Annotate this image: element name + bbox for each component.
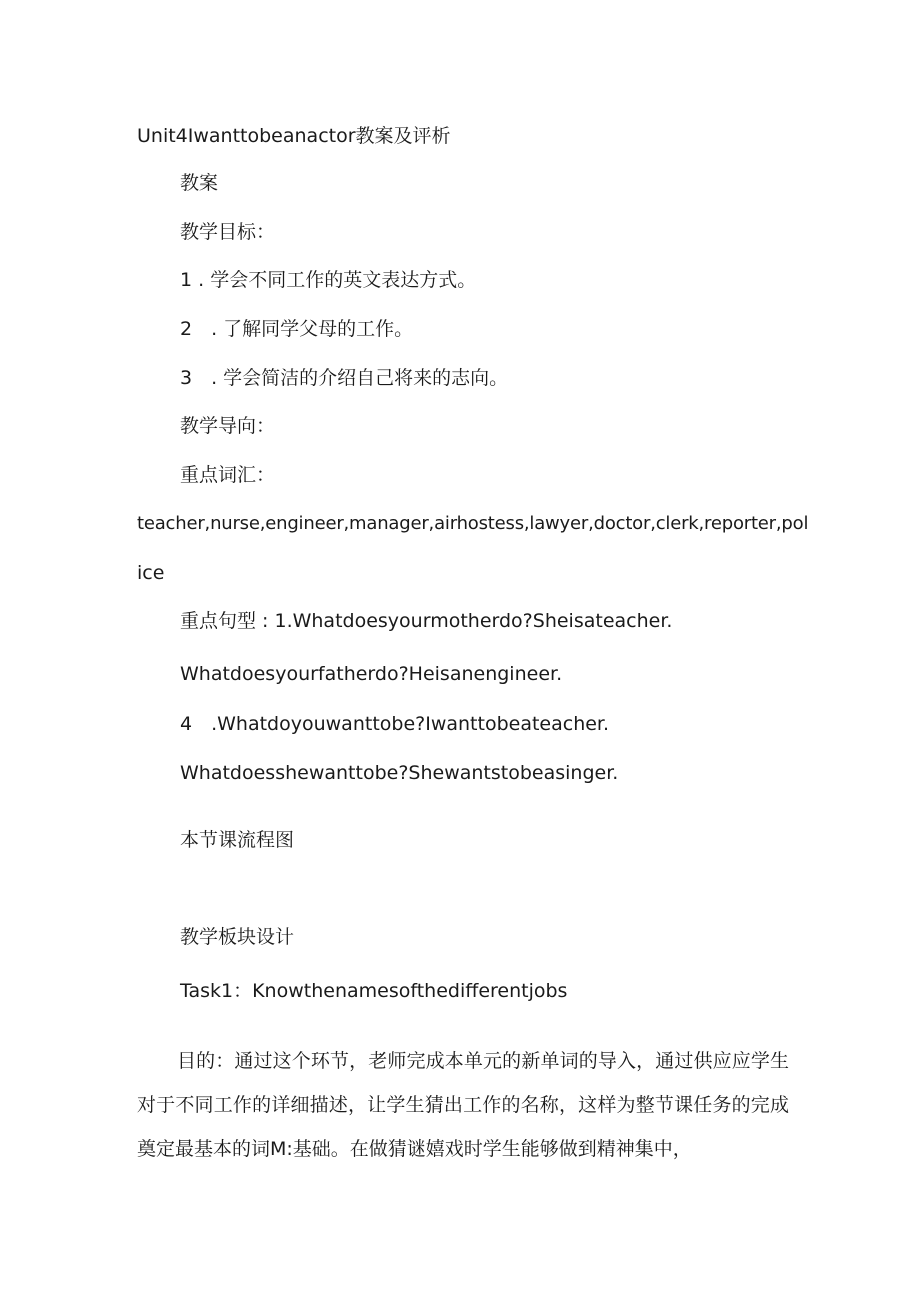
design-heading: 教学板块设计 (180, 926, 295, 948)
sentence-pattern-4: Whatdoesshewanttobe?Shewantstobeasinger. (180, 762, 619, 784)
objective-item-2: 2 . 了解同学父母的工作。 (180, 318, 414, 340)
guidance-heading: 教学导向： (180, 415, 276, 437)
objective-item-3: 3 . 学会简洁的介绍自己将来的志向。 (180, 367, 509, 389)
objectives-heading: 教学目标： (180, 221, 276, 243)
flowchart-heading: 本节课流程图 (180, 829, 295, 851)
vocab-list-line-2: ice (137, 562, 165, 584)
task1-heading: Task1：Knowthenamesofthedifferentjobs (180, 980, 568, 1002)
vocab-heading: 重点词汇： (180, 464, 276, 486)
sentence-pattern-2: Whatdoesyourfatherdo?Heisanengineer. (180, 663, 563, 685)
vocab-list-line-1: teacher,nurse,engineer,manager,airhostess,lawyer,doctor,clerk,reporter,pol (137, 513, 809, 534)
sentence-pattern-3: 4 .Whatdoyouwanttobe?Iwanttobeateacher. (180, 713, 610, 735)
sentence-pattern-1: 重点句型 : 1.Whatdoesyourmotherdo?Sheisateacher. (180, 610, 673, 632)
purpose-paragraph: 目的：通过这个环节，老师完成本单元的新单词的导入，通过供应应学生对于不同工作的详细描述，让学生猜出工作的名称，这样为整节课任务的完成奠定最基本的词M:基础。在做猜谜嬉戏时学生能够做到精神集中， (137, 1050, 789, 1160)
section-heading-plan: 教案 (180, 172, 219, 194)
objective-item-1: 1 . 学会不同工作的英文表达方式。 (180, 269, 477, 291)
document-title: Unit4Iwanttobeanactor教案及评析 (137, 125, 451, 147)
